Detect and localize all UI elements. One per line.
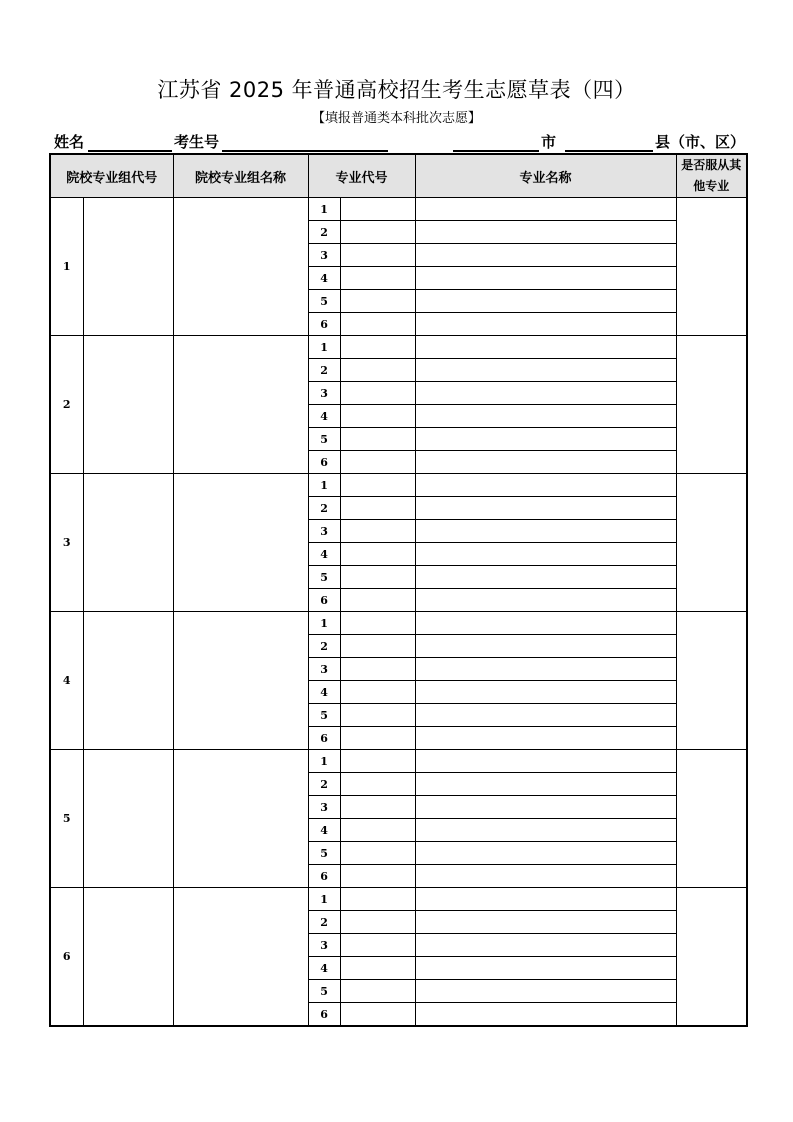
major-index: 4 bbox=[308, 543, 340, 566]
major-name-cell[interactable] bbox=[415, 244, 676, 267]
major-index: 3 bbox=[308, 796, 340, 819]
group-code-cell[interactable] bbox=[83, 474, 173, 612]
major-index: 2 bbox=[308, 911, 340, 934]
major-index: 1 bbox=[308, 336, 340, 359]
name-label: 姓名 bbox=[54, 133, 85, 151]
major-code-cell[interactable] bbox=[340, 221, 415, 244]
major-index: 3 bbox=[308, 934, 340, 957]
major-code-cell[interactable] bbox=[340, 704, 415, 727]
major-code-cell[interactable] bbox=[340, 267, 415, 290]
applicant-info-row bbox=[0, 130, 793, 154]
group-index: 4 bbox=[50, 612, 83, 750]
table-header-row bbox=[50, 154, 747, 198]
major-code-cell[interactable] bbox=[340, 842, 415, 865]
major-index: 4 bbox=[308, 405, 340, 428]
major-name-cell[interactable] bbox=[415, 681, 676, 704]
major-name-cell[interactable] bbox=[415, 934, 676, 957]
major-code-cell[interactable] bbox=[340, 520, 415, 543]
obey-cell[interactable] bbox=[676, 474, 747, 612]
major-name-cell[interactable] bbox=[415, 221, 676, 244]
group-name-cell[interactable] bbox=[173, 474, 308, 612]
obey-cell[interactable] bbox=[676, 198, 747, 336]
table-row bbox=[50, 198, 747, 221]
major-code-cell[interactable] bbox=[340, 290, 415, 313]
major-name-cell[interactable] bbox=[415, 382, 676, 405]
major-name-cell[interactable] bbox=[415, 474, 676, 497]
major-index: 4 bbox=[308, 267, 340, 290]
major-code-cell[interactable] bbox=[340, 957, 415, 980]
major-code-cell[interactable] bbox=[340, 750, 415, 773]
volunteer-table bbox=[49, 153, 748, 1027]
county-field[interactable] bbox=[565, 150, 653, 152]
major-code-cell[interactable] bbox=[340, 796, 415, 819]
major-name-cell[interactable] bbox=[415, 957, 676, 980]
major-name-cell[interactable] bbox=[415, 819, 676, 842]
major-index: 1 bbox=[308, 750, 340, 773]
major-code-cell[interactable] bbox=[340, 888, 415, 911]
header-major-code: 专业代号 bbox=[308, 154, 415, 198]
major-code-cell[interactable] bbox=[340, 658, 415, 681]
major-index: 3 bbox=[308, 244, 340, 267]
major-index: 6 bbox=[308, 865, 340, 888]
header-major-name: 专业名称 bbox=[415, 154, 676, 198]
page-title: 江苏省 2025 年普通高校招生考生志愿草表（四） bbox=[157, 78, 636, 102]
major-name-cell[interactable] bbox=[415, 865, 676, 888]
major-name-cell[interactable] bbox=[415, 428, 676, 451]
major-name-cell[interactable] bbox=[415, 336, 676, 359]
major-name-cell[interactable] bbox=[415, 520, 676, 543]
major-index: 5 bbox=[308, 842, 340, 865]
major-index: 5 bbox=[308, 290, 340, 313]
major-name-cell[interactable] bbox=[415, 589, 676, 612]
major-index: 3 bbox=[308, 382, 340, 405]
table-row bbox=[50, 888, 747, 911]
major-code-cell[interactable] bbox=[340, 244, 415, 267]
major-code-cell[interactable] bbox=[340, 612, 415, 635]
obey-cell[interactable] bbox=[676, 612, 747, 750]
table-row bbox=[50, 474, 747, 497]
major-name-cell[interactable] bbox=[415, 911, 676, 934]
major-code-cell[interactable] bbox=[340, 681, 415, 704]
major-code-cell[interactable] bbox=[340, 451, 415, 474]
major-name-cell[interactable] bbox=[415, 773, 676, 796]
table-row bbox=[50, 336, 747, 359]
major-index: 4 bbox=[308, 681, 340, 704]
major-index: 5 bbox=[308, 704, 340, 727]
major-code-cell[interactable] bbox=[340, 566, 415, 589]
major-index: 2 bbox=[308, 773, 340, 796]
table-row bbox=[50, 612, 747, 635]
major-code-cell[interactable] bbox=[340, 428, 415, 451]
group-index: 6 bbox=[50, 888, 83, 1027]
group-name-cell[interactable] bbox=[173, 198, 308, 336]
obey-cell[interactable] bbox=[676, 888, 747, 1027]
group-index: 3 bbox=[50, 474, 83, 612]
major-name-cell[interactable] bbox=[415, 750, 676, 773]
major-code-cell[interactable] bbox=[340, 359, 415, 382]
header-group-code: 院校专业组代号 bbox=[50, 154, 173, 198]
major-name-cell[interactable] bbox=[415, 888, 676, 911]
city-label: 市 bbox=[541, 133, 557, 151]
major-code-cell[interactable] bbox=[340, 382, 415, 405]
major-code-cell[interactable] bbox=[340, 727, 415, 750]
header-obey: 是否服从其他专业 bbox=[676, 154, 747, 198]
major-code-cell[interactable] bbox=[340, 819, 415, 842]
major-name-cell[interactable] bbox=[415, 359, 676, 382]
major-index: 6 bbox=[308, 589, 340, 612]
major-index: 1 bbox=[308, 474, 340, 497]
major-name-cell[interactable] bbox=[415, 796, 676, 819]
major-name-cell[interactable] bbox=[415, 658, 676, 681]
group-index: 1 bbox=[50, 198, 83, 336]
group-code-cell[interactable] bbox=[83, 750, 173, 888]
group-name-cell[interactable] bbox=[173, 750, 308, 888]
major-name-cell[interactable] bbox=[415, 842, 676, 865]
major-name-cell[interactable] bbox=[415, 704, 676, 727]
major-index: 1 bbox=[308, 612, 340, 635]
major-name-cell[interactable] bbox=[415, 980, 676, 1003]
major-code-cell[interactable] bbox=[340, 405, 415, 428]
major-index: 2 bbox=[308, 635, 340, 658]
major-index: 2 bbox=[308, 221, 340, 244]
major-index: 5 bbox=[308, 428, 340, 451]
major-code-cell[interactable] bbox=[340, 934, 415, 957]
major-code-cell[interactable] bbox=[340, 198, 415, 221]
group-index: 2 bbox=[50, 336, 83, 474]
table-row bbox=[50, 750, 747, 773]
major-name-cell[interactable] bbox=[415, 566, 676, 589]
name-field[interactable] bbox=[88, 150, 172, 152]
group-code-cell[interactable] bbox=[83, 198, 173, 336]
major-index: 6 bbox=[308, 451, 340, 474]
group-name-cell[interactable] bbox=[173, 336, 308, 474]
group-name-cell[interactable] bbox=[173, 612, 308, 750]
obey-cell[interactable] bbox=[676, 750, 747, 888]
major-name-cell[interactable] bbox=[415, 451, 676, 474]
major-index: 2 bbox=[308, 497, 340, 520]
major-index: 3 bbox=[308, 658, 340, 681]
major-index: 6 bbox=[308, 1003, 340, 1027]
major-index: 5 bbox=[308, 980, 340, 1003]
exam-no-label: 考生号 bbox=[174, 133, 220, 151]
major-index: 5 bbox=[308, 566, 340, 589]
major-name-cell[interactable] bbox=[415, 313, 676, 336]
major-index: 6 bbox=[308, 313, 340, 336]
major-code-cell[interactable] bbox=[340, 474, 415, 497]
group-index: 5 bbox=[50, 750, 83, 888]
major-name-cell[interactable] bbox=[415, 405, 676, 428]
group-code-cell[interactable] bbox=[83, 336, 173, 474]
major-code-cell[interactable] bbox=[340, 980, 415, 1003]
exam-no-field[interactable] bbox=[222, 150, 388, 152]
major-name-cell[interactable] bbox=[415, 1003, 676, 1027]
major-code-cell[interactable] bbox=[340, 865, 415, 888]
major-code-cell[interactable] bbox=[340, 1003, 415, 1027]
major-index: 6 bbox=[308, 727, 340, 750]
major-code-cell[interactable] bbox=[340, 911, 415, 934]
major-code-cell[interactable] bbox=[340, 589, 415, 612]
table-body bbox=[50, 198, 747, 1027]
county-label: 县（市、区） bbox=[655, 133, 746, 151]
major-name-cell[interactable] bbox=[415, 267, 676, 290]
major-name-cell[interactable] bbox=[415, 727, 676, 750]
page-subtitle: 【填报普通类本科批次志愿】 bbox=[311, 111, 481, 126]
major-code-cell[interactable] bbox=[340, 543, 415, 566]
obey-cell[interactable] bbox=[676, 336, 747, 474]
group-code-cell[interactable] bbox=[83, 612, 173, 750]
major-code-cell[interactable] bbox=[340, 336, 415, 359]
major-name-cell[interactable] bbox=[415, 497, 676, 520]
major-code-cell[interactable] bbox=[340, 313, 415, 336]
major-index: 4 bbox=[308, 957, 340, 980]
major-index: 4 bbox=[308, 819, 340, 842]
major-code-cell[interactable] bbox=[340, 635, 415, 658]
major-index: 3 bbox=[308, 520, 340, 543]
city-field[interactable] bbox=[453, 150, 539, 152]
major-index: 1 bbox=[308, 198, 340, 221]
group-code-cell[interactable] bbox=[83, 888, 173, 1027]
major-index: 1 bbox=[308, 888, 340, 911]
header-group-name: 院校专业组名称 bbox=[173, 154, 308, 198]
major-name-cell[interactable] bbox=[415, 635, 676, 658]
major-name-cell[interactable] bbox=[415, 198, 676, 221]
major-index: 2 bbox=[308, 359, 340, 382]
major-code-cell[interactable] bbox=[340, 497, 415, 520]
major-name-cell[interactable] bbox=[415, 612, 676, 635]
group-name-cell[interactable] bbox=[173, 888, 308, 1027]
major-name-cell[interactable] bbox=[415, 543, 676, 566]
major-code-cell[interactable] bbox=[340, 773, 415, 796]
major-name-cell[interactable] bbox=[415, 290, 676, 313]
